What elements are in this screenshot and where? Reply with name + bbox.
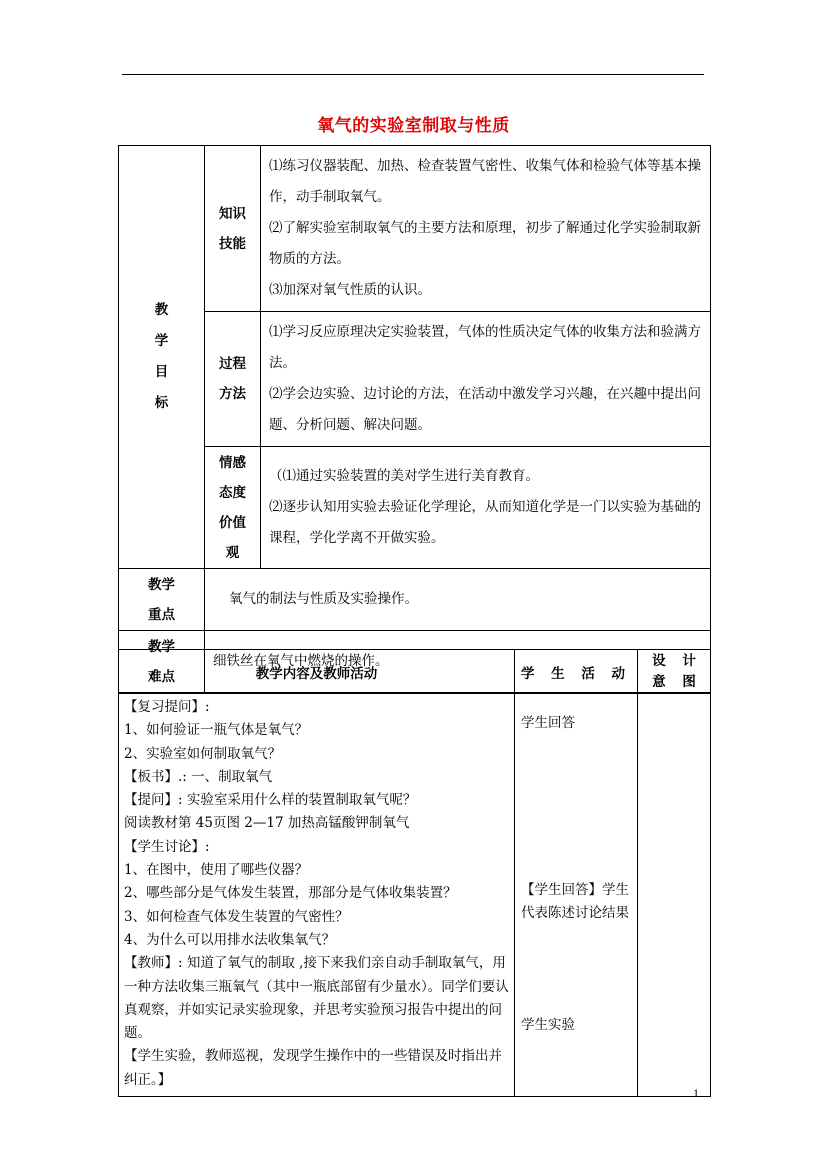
list-item: 【提问】: 实验室采用什么样的装置制取氧气呢？ bbox=[124, 792, 417, 809]
key-points-content: 氧气的制法与性质及实验操作。 bbox=[205, 569, 711, 631]
student-discussion-note: 【学生回答】学生代表陈述讨论结果 bbox=[521, 882, 629, 922]
emotion-attitude-values-content: （⑴通过实验装置的美对学生进行美育教育。 ⑵逐步认知用实验去验证化学理论，从而知道化学是一门以实验为基础的课程，学化学离不开做实验。 bbox=[261, 447, 711, 569]
list-item: 2、哪些部分是气体发生装置，那部分是气体收集装置？ bbox=[124, 885, 457, 902]
header-rule bbox=[122, 74, 704, 75]
student-answer-note: 学生回答 bbox=[521, 715, 575, 731]
process-methods-label: 过程 方法 bbox=[205, 312, 261, 447]
list-item: 3、如何检查气体发生装置的气密性？ bbox=[124, 908, 349, 925]
list-item: 4、为什么可以用排水法收集氧气？ bbox=[124, 931, 336, 948]
student-activity-header: 学 生 活 动 bbox=[515, 650, 638, 694]
list-item: 【复习提问】: bbox=[124, 699, 210, 715]
process-methods-content: ⑴学习反应原理决定实验装置，气体的性质决定气体的收集方法和验满方法。 ⑵学会边实验、边讨论的方法，在活动中激发学习兴趣，在兴趣中提出问题、分析问题、解决问题。 bbox=[261, 312, 711, 447]
list-item: 1、如何验证一瓶气体是氧气？ bbox=[124, 722, 309, 739]
list-item: 【板书】.: 一、制取氧气 bbox=[124, 768, 273, 785]
teacher-activity-header: 教学内容及教师活动 bbox=[119, 650, 515, 694]
page-number: 1 bbox=[693, 1086, 699, 1100]
design-intent-header: 设 计 意 图 bbox=[638, 650, 711, 694]
student-activity-content bbox=[515, 694, 638, 1097]
key-points-label: 教学 重点 bbox=[119, 569, 205, 631]
list-item: 【教师】: 知道了氧气的制取 ,接下来我们亲自动手制取氧气，用一种方法收集三瓶氧气（其中一瓶底部留有少量水）。同学们要认真观察，并如实记录实验现象，并思考实验预习报告中提出的问题。 bbox=[124, 955, 509, 1042]
list-item: 阅读教材第 45页图 2—17 加热高锰酸钾制氧气 bbox=[124, 815, 410, 832]
teaching-objectives-label: 教 学 目 标 bbox=[119, 146, 205, 569]
list-item: 1、在图中，使用了哪些仪器？ bbox=[124, 862, 309, 879]
difficult-points-content: 细铁丝在氧气中燃烧的操作。 bbox=[205, 631, 711, 693]
knowledge-skills-content: ⑴练习仪器装配、加热、检查装置气密性、收集气体和检验气体等基本操作，动手制取氧气。 ⑵了解实验室制取氧气的主要方法和原理，初步了解通过化学实验制取新物质的方法。 ⑶加深对氧气性质的认识。 bbox=[261, 146, 711, 312]
list-item: 2、实验室如何制取氧气？ bbox=[124, 745, 282, 762]
list-item: 【学生实验，教师巡视，发现学生操作中的一些错误及时指出并纠正。】 bbox=[124, 1048, 502, 1088]
design-intent-content bbox=[638, 694, 711, 1097]
teacher-activity-content bbox=[119, 694, 515, 1097]
difficult-points-label: 教学 难点 bbox=[119, 631, 205, 693]
student-experiment-note: 学生实验 bbox=[521, 1017, 575, 1033]
list-item: 【学生讨论】: bbox=[124, 838, 210, 855]
document-title: 氧气的实验室制取与性质 bbox=[317, 116, 510, 136]
knowledge-skills-label: 知识 技能 bbox=[205, 146, 261, 312]
objectives-table bbox=[118, 145, 711, 693]
activity-table bbox=[118, 649, 711, 1097]
emotion-attitude-values-label: 情感 态度 价值 观 bbox=[205, 447, 261, 569]
